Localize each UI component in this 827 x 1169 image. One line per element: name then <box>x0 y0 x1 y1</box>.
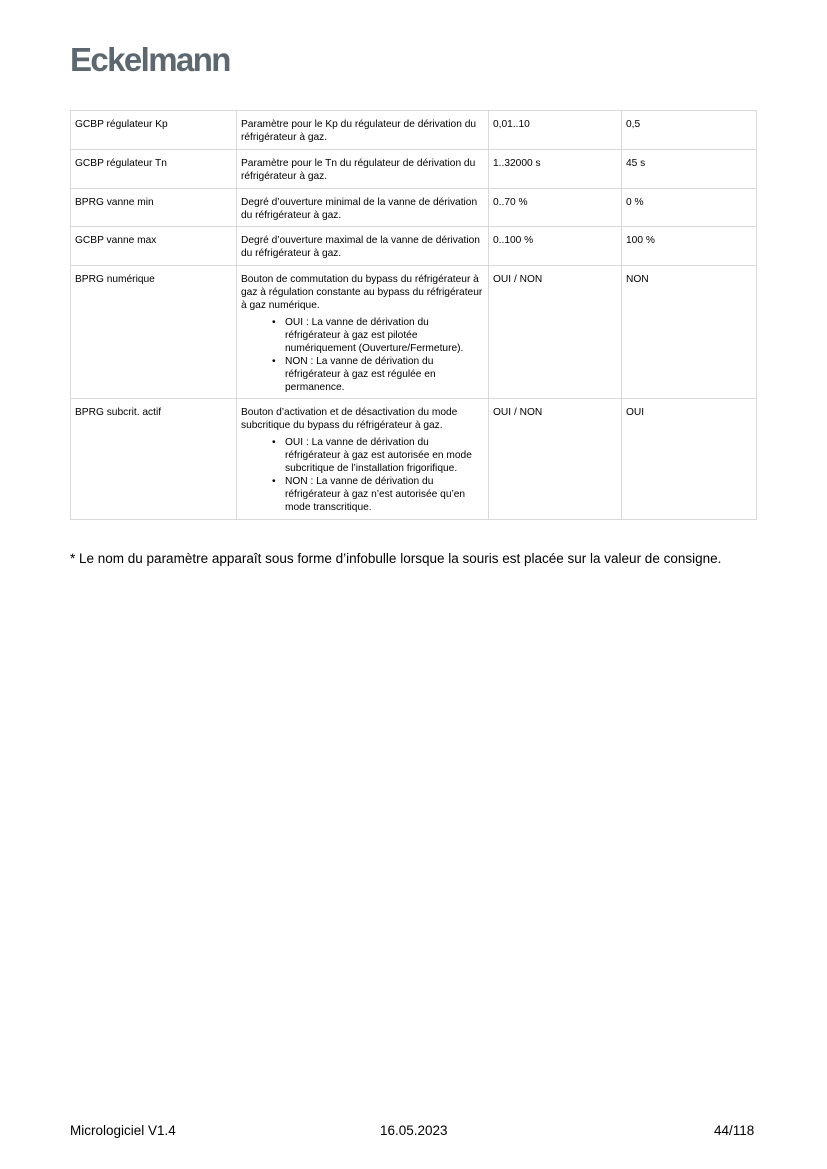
table-row <box>71 266 757 399</box>
param-range: OUI / NON <box>489 399 622 519</box>
param-name: GCBP vanne max <box>71 227 237 266</box>
footer-page-number: 44/118 <box>714 1123 755 1138</box>
option-list <box>241 437 484 514</box>
table-row <box>71 149 757 188</box>
param-default: 0,5 <box>622 111 757 150</box>
param-range: 0..100 % <box>489 227 622 266</box>
footer-date: 16.05.2023 <box>380 1123 448 1138</box>
param-range: 0..70 % <box>489 188 622 227</box>
option-list <box>241 317 484 394</box>
param-name: GCBP régulateur Kp <box>71 111 237 150</box>
footer-firmware-version: Micrologiciel V1.4 <box>70 1123 176 1138</box>
param-range: 1..32000 s <box>489 149 622 188</box>
table-row <box>71 188 757 227</box>
option-item: • OUI : La vanne de dérivation du réfrigérateur à gaz est pilotée numériquement (Ouverture/Fermeture). <box>285 317 484 356</box>
param-default: 0 % <box>622 188 757 227</box>
param-description: Degré d’ouverture minimal de la vanne de dérivation du réfrigérateur à gaz. <box>237 188 489 227</box>
param-range: OUI / NON <box>489 266 622 399</box>
param-description: Degré d’ouverture maximal de la vanne de dérivation du réfrigérateur à gaz. <box>237 227 489 266</box>
table-row <box>71 227 757 266</box>
footnote: * Le nom du paramètre apparaît sous forme d’infobulle lorsque la souris est placée sur la valeur de consigne. <box>70 551 722 566</box>
param-name: BPRG vanne min <box>71 188 237 227</box>
param-name: GCBP régulateur Tn <box>71 149 237 188</box>
param-default: OUI <box>622 399 757 519</box>
param-default: 100 % <box>622 227 757 266</box>
option-item: • NON : La vanne de dérivation du réfrigérateur à gaz n’est autorisée qu’en mode transcritique. <box>285 476 484 515</box>
table-row <box>71 399 757 519</box>
param-range: 0,01..10 <box>489 111 622 150</box>
param-default: 45 s <box>622 149 757 188</box>
param-description-cell <box>237 399 489 519</box>
table-row <box>71 111 757 150</box>
param-description: Bouton de commutation du bypass du réfrigérateur à gaz à régulation constante au bypass du réfrigérateur à gaz numérique. <box>241 274 483 312</box>
option-item: • OUI : La vanne de dérivation du réfrigérateur à gaz est autorisée en mode subcritique de l’installation frigorifique. <box>285 437 484 476</box>
param-name: BPRG subcrit. actif <box>71 399 237 519</box>
param-default: NON <box>622 266 757 399</box>
parameter-table <box>70 110 757 520</box>
param-name: BPRG numérique <box>71 266 237 399</box>
option-item: • NON : La vanne de dérivation du réfrigérateur à gaz est régulée en permanence. <box>285 356 484 395</box>
param-description-cell <box>237 266 489 399</box>
param-description: Paramètre pour le Kp du régulateur de dérivation du réfrigérateur à gaz. <box>237 111 489 150</box>
param-description: Paramètre pour le Tn du régulateur de dérivation du réfrigérateur à gaz. <box>237 149 489 188</box>
param-description: Bouton d’activation et de désactivation du mode subcritique du bypass du réfrigérateur à gaz. <box>241 407 458 432</box>
brand-logo: Eckelmann <box>70 41 230 78</box>
